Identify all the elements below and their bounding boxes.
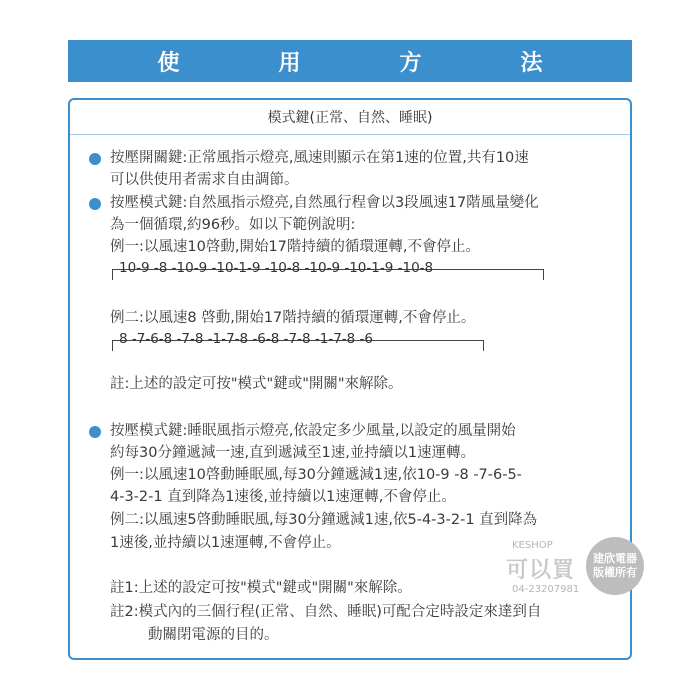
section3-line1: 按壓模式鍵:睡眠風指示燈亮,依設定多少風量,以設定的風量開始	[110, 423, 516, 439]
title-char: 法	[520, 50, 543, 76]
section2-note: 註:上述的設定可按"模式"鍵或"開關"來解除。	[110, 376, 403, 392]
watermark-shop: KESHOP	[512, 540, 553, 551]
section2-example2: 例二:以風速8 啓動,開始17階持續的循環運轉,不會停止。	[110, 310, 476, 326]
section3-line6: 1速後,並持續以1速運轉,不會停止。	[110, 535, 341, 551]
bullet-icon	[89, 153, 101, 165]
section3-line4: 4-3-2-1 直到降為1速後,並持續以1速運轉,不會停止。	[110, 489, 456, 505]
bullet-icon	[89, 426, 101, 438]
title-char: 方	[399, 50, 422, 76]
section3-line5: 例二:以風速5啓動睡眠風,每30分鐘遞減1速,依5-4-3-2-1 直到降為	[110, 512, 538, 528]
watermark-logo: 可以買	[506, 558, 576, 583]
watermark-badge-line1: 建欣電器	[593, 552, 637, 565]
watermark-badge-line2: 版權所有	[593, 566, 637, 579]
section1-line2: 可以供使用者需求自由調節。	[110, 172, 299, 188]
section1-line1: 按壓開關鍵:正常風指示燈亮,風速則顯示在第1速的位置,共有10速	[110, 150, 529, 166]
title-char: 使	[157, 50, 180, 76]
cycle-sequence-1: 10-9 -8 -10-9 -10-1-9 -10-8 -10-9 -10-1-9 -10-8	[119, 260, 434, 276]
panel-heading: 模式鍵(正常、自然、睡眠)	[70, 100, 630, 135]
note-2: 註2:模式內的三個行程(正常、自然、睡眠)可配合定時設定來達到自	[110, 604, 542, 620]
note-1: 註1:上述的設定可按"模式"鍵或"開關"來解除。	[110, 580, 412, 596]
section3-line2: 約每30分鐘遞減一速,直到遞減至1速,並持續以1速運轉。	[110, 445, 476, 461]
watermark-badge	[586, 537, 644, 595]
note-2-continued: 動關閉電源的目的。	[148, 627, 279, 643]
title-bar	[68, 40, 632, 82]
watermark-phone: 04-23207981	[512, 584, 580, 595]
section2-example1: 例一:以風速10啓動,開始17階持續的循環運轉,不會停止。	[110, 239, 481, 255]
title-char: 用	[278, 50, 301, 76]
bullet-icon	[89, 198, 101, 210]
section2-line2: 為一個循環,約96秒。如以下範例說明:	[110, 217, 356, 233]
cycle-sequence-2: 8 -7-6-8 -7-8 -1-7-8 -6-8 -7-8 -1-7-8 -6	[119, 331, 373, 347]
section3-line3: 例一:以風速10啓動睡眠風,每30分鐘遞減1速,依10-9 -8 -7-6-5-	[110, 467, 522, 483]
section2-line1: 按壓模式鍵:自然風指示燈亮,自然風行程會以3段風速17階風量變化	[110, 195, 539, 211]
